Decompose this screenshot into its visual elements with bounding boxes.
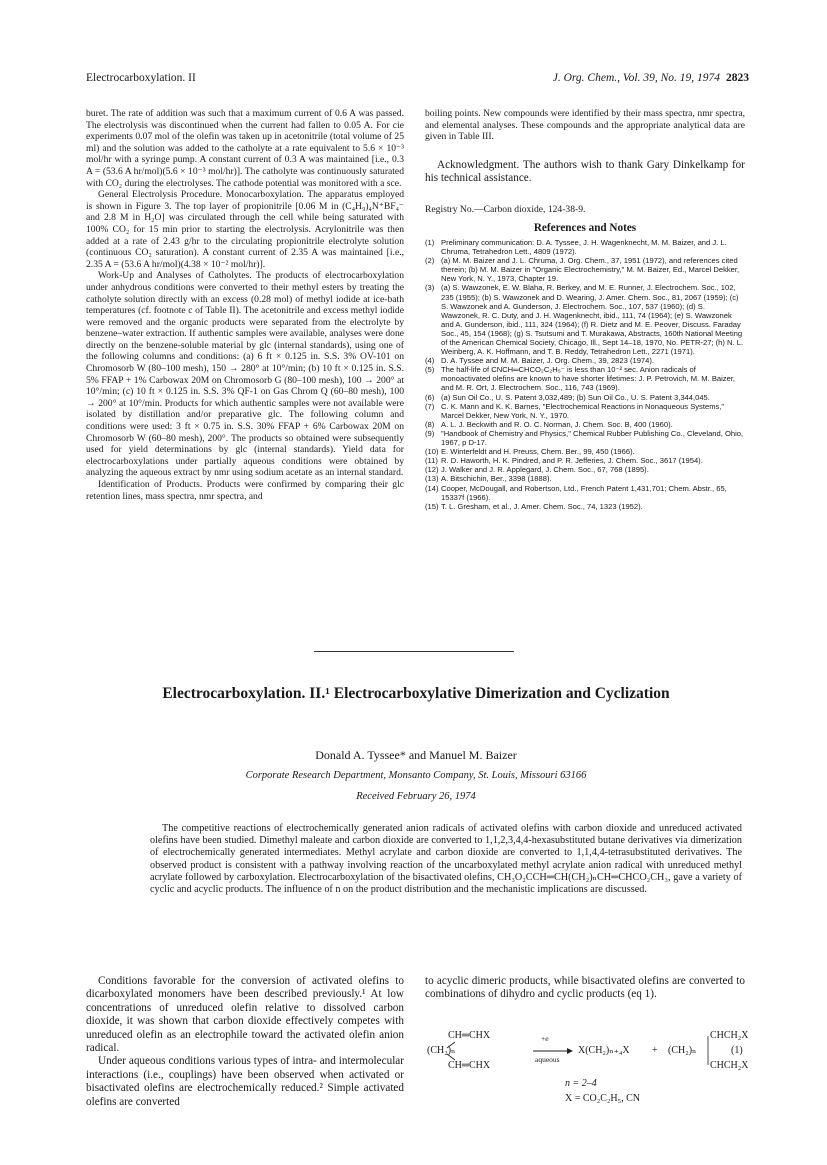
reference-number: (11) — [425, 456, 438, 466]
reference-item — [425, 402, 745, 420]
reference-item — [425, 356, 745, 365]
affiliation: Corporate Research Department, Monsanto Company, St. Louis, Missouri 63166 — [245, 770, 587, 781]
reference-item — [425, 502, 745, 511]
acknowledgment: Acknowledgment. The authors wish to thank Gary Dinkelkamp for his technical assistance. — [425, 158, 745, 185]
reference-number: (6) — [425, 392, 435, 402]
reference-text: (a) S. Wawzonek, E. W. Blaha, R. Berkey, and M. E. Runner, J. Electrochem. Soc., 102, 235 (1955); (b) S. Wawzonek and D. Wearing, J. Amer. Chem. Soc., 81, 2067 (1959); (c) S. Wawzonek and A. Gunderson, J. Electrochem. Soc., 107, 537 (1960); (d) S. Wawzonek, R. C. Duty, and J. H. Wagenknecht, ibid., 111, 74 (1964); (e) S. Wawzonek and A. Gunderson, ibid., 111, 324 (1964); (f) R. Dietz and M. E. Peover, Discuss. Faraday Soc., 45, 154 (1968); (g) S. Tsutsumi and T. Murakawa, Abstracts, 160th National Meeting of the American Chemical Society, Chicago, Ill., Sept 14–18, 1970, No. PETR-27; (h) N. L. Weinberg, A. K. Hoffmann, and T. B. Reddy, Tetrahedron Lett., 2271 (1971). — [441, 283, 744, 357]
received-date: Received February 26, 1974 — [356, 791, 476, 802]
reference-text: D. A. Tyssee and M. M. Baizer, J. Org. Chem., 39, 2823 (1974). — [441, 356, 655, 366]
eq-right-top: CHCH₂X — [710, 1030, 749, 1041]
reference-item — [425, 429, 745, 447]
reference-text: A. L. J. Beckwith and R. O. C. Norman, J. Chem. Soc. B, 400 (1960). — [441, 419, 673, 429]
journal-citation — [553, 72, 749, 84]
eq-left-top: CH═CHX — [448, 1030, 491, 1041]
reference-number: (1) — [425, 237, 435, 247]
reference-number: (14) — [425, 483, 439, 493]
right-column — [425, 108, 745, 511]
body-paragraph: Conditions favorable for the conversion of activated olefins to dicarboxylated monomers have been described previously.¹ At low concentrations of unreduced olefin relative to dissolved carbon dioxide, it was shown that carbon dioxide effectively competes with unreduced olefin as an electrophile toward the activated olefin anion radical. — [86, 975, 404, 1055]
eq-right-ring: (CH₂)ₙ — [668, 1045, 697, 1056]
reference-number: (15) — [425, 501, 439, 511]
eq-left-bottom: CH═CHX — [448, 1060, 491, 1071]
article-title: Electrocarboxylation. II.¹ Electrocarboxylative Dimerization and Cyclization — [162, 685, 670, 702]
reference-number: (8) — [425, 419, 435, 429]
eq-right-bottom: CHCH₂X — [710, 1060, 749, 1071]
reference-item — [425, 474, 745, 483]
reference-text: R. D. Haworth, H. K. Pindred, and P. R. Jefferies, J. Chem. Soc., 3617 (1954). — [441, 456, 703, 466]
reference-text: C. K. Mann and K. K. Barnes, "Electrochemical Reactions in Nonaqueous Systems," Marcel Dekker, New York, N. Y., 1970. — [441, 401, 725, 420]
method-paragraph: buret. The rate of addition was such that a maximum current of 0.6 A was passed. The electrolysis was discontinued when the current had fallen to 0.05 A. For cie experiments 0.07 mol of the olefin was taken up in acetonitrile (total volume of 25 ml) and the solution was added to the catholyte at a rate equivalent to 5.6 × 10⁻³ mol/hr with a syringe pump. A constant current of 0.3 A was maintained [i.e., 0.3 A = (53.6 A hr/mol)(5.6 × 10⁻³ mol/hr)]. The catholyte was continuously saturated with CO₂ during the electrolyses. The cathode potential was monitored with a sce. — [86, 108, 404, 189]
reference-text: E. Winterfeldt and H. Preuss, Chem. Ber., 99, 450 (1966). — [441, 447, 635, 457]
reference-number: (7) — [425, 401, 435, 411]
method-paragraph: General Electrolysis Procedure. Monocarboxylation. The apparatus employed is shown in Figure 3. The top layer of propionitrile [0.06 M in (C₄H₉)₄N⁺BF₄⁻ and 2.8 M in H₂O] was circulated through the cell while being saturated with 100% CO₂ for 15 min prior to starting the electrolysis. Acrylonitrile was then added at a rate of 2.43 g/hr to the circulating propionitrile electrolyte solution (continuous CO₂ saturation). A constant current of 2.35 A was maintained [i.e., 2.35 A = (53.6 A hr/mol)(4.38 × 10⁻² mol/hr)]. — [86, 189, 404, 270]
reference-item — [425, 365, 745, 392]
reference-item — [425, 283, 745, 356]
running-title: Electrocarboxylation. II — [86, 72, 196, 84]
method-paragraph: Identification of Products. Products were confirmed by comparing their glc retention lines, mass spectra, nmr spectra, and — [86, 479, 404, 502]
reference-item — [425, 447, 745, 456]
reference-text: (a) Sun Oil Co., U. S. Patent 3,032,489; (b) Sun Oil Co., U. S. Patent 3,344,045. — [441, 392, 710, 402]
reference-text: The half-life of CNCH═CHCO₂C₂H₅⁻ is less than 10⁻² sec. Anion radicals of monoactivated olefins are known to have shorter lifetimes: J. P. Petrovich, M. M. Baizer, and M. R. Ort, J. Electrochem. Soc., 116, 743 (1969). — [441, 365, 736, 393]
body-left-column — [86, 975, 404, 1109]
reference-text: (a) M. M. Baizer and J. L. Chruma, J. Org. Chem., 37, 1951 (1972), and references cited therein; (b) M. M. Baizer in "Organic Electrochemistry," M. M. Baizer, Ed., Marcel Dekker, New York, N. Y., 1973, Chapter 19. — [441, 256, 740, 284]
eq-arrow-label-bottom: aqueous — [535, 1055, 560, 1064]
abstract: The competitive reactions of electrochemically generated anion radicals of activated olefins with carbon dioxide and unreduced activated olefins have been studied. Dimethyl maleate and carbon dioxide are converted to 1,1,2,3,4,4-hexasubstituted butane derivatives via dimerization of electrochemically generated intermediates. Methyl acrylate and carbon dioxide are converted to 1,1,4,4-tetrasubstituted derivatives. The observed product is consistent with a pathway involving reaction of the uncarboxylated methyl acrylate anion radical with unreduced methyl acrylate followed by carboxylation. Electrocarboxylation of the bisactivated olefins, CH₃O₂CCH═CH(CH₂)ₙCH═CHCO₂CH₃, gave a variety of cyclic and acyclic products. The influence of n on the product distribution and the mechanistic implications are discussed. — [150, 823, 742, 896]
reference-item — [425, 484, 745, 502]
eq-arrow-label-top: +e — [541, 1034, 549, 1043]
reference-number: (2) — [425, 256, 435, 266]
method-paragraph: Work-Up and Analyses of Catholytes. The products of electrocarboxylation under anhydrous conditions were converted to their methyl esters by treating the catholyte solution directly with an excess (0.28 mol) of methyl iodide at ice-bath temperatures (cf. footnote c of Table II). The acetonitrile and excess methyl iodide were removed and the organic products were separated from the electrolyte by benzene–water extraction. If authentic samples were available, analyses were done directly on the benzene-soluble material by glc (internal standards), using one of the following columns and conditions: (a) 6 ft × 0.125 in. S.S. 3% OV-101 on Chromosorb W (80–100 mesh), 150 → 280° at 10°/min; (b) 10 ft × 0.125 in. S.S. 5% FFAP + 1% Carbowax 20M on Chromosorb G (80–100 mesh), 100 → 200° at 10°/min; (c) 10 ft × 0.125 in. S.S. 3% QF-1 on Gas Chrom Q (60–80 mesh), 100 → 200° at 10°/min. Products for which authentic samples were not available were isolated by distillation and/or preparative glc. The following column and conditions were used: 3 ft × 0.75 in. S.S. 30% FFAP + 6% Carbowax 20M on Chromosorb W (60–80 mesh), 200°. The products so obtained were subsequently used for yield determinations by glc (internal standards). Yield data for electrocarboxylations under partially aqueous conditions were obtained by analyzing the aqueous extract by nmr using sodium acetate as an internal standard. — [86, 270, 404, 479]
body-right-column: to acyclic dimeric products, while bisactivated olefins are converted to combinations of dihydro and cyclic products (eq 1). — [425, 975, 745, 1001]
authors: Donald A. Tyssee* and Manuel M. Baizer — [315, 748, 517, 762]
reference-item — [425, 420, 745, 429]
continuation-paragraph: boiling points. New compounds were identified by their mass spectra, nmr spectra, and elemental analyses. These compounds and the appropriate analytical data are given in Table III. — [425, 108, 745, 143]
reference-item — [425, 465, 745, 474]
registry-number: Registry No.—Carbon dioxide, 124-38-9. — [425, 203, 586, 215]
reference-item — [425, 456, 745, 465]
page-number: 2823 — [726, 72, 749, 84]
eq-n-range: n = 2–4 — [565, 1078, 597, 1089]
reference-number: (3) — [425, 283, 435, 293]
eq-plus: + — [652, 1045, 658, 1056]
section-divider — [314, 651, 514, 652]
reference-number: (9) — [425, 428, 435, 438]
reference-text: T. L. Gresham, et al., J. Amer. Chem. Soc., 74, 1323 (1952). — [441, 501, 643, 511]
reference-text: Cooper, McDougall, and Robertson, Ltd., French Patent 1,431,701; Chem. Abstr., 65, 15337f (1966). — [441, 483, 727, 502]
reference-item — [425, 238, 745, 256]
body-paragraph: Under aqueous conditions various types of intra- and intermolecular interactions (i.e., couplings) have been observed when activated or bisactivated olefins are electrochemically reduced.² Simple activated olefins are converted — [86, 1055, 404, 1108]
reference-number: (13) — [425, 474, 439, 484]
reference-number: (10) — [425, 447, 439, 457]
eq-left-ring: (CH₂)ₙ — [427, 1045, 456, 1056]
reference-text: A. Bitschichin, Ber., 3398 (1888). — [441, 474, 552, 484]
left-column — [86, 108, 404, 502]
equation-1 — [425, 1020, 749, 1140]
eq-number: (1) — [731, 1045, 743, 1056]
reference-item — [425, 393, 745, 402]
eq-x-definition: X = CO₂C₂H₅, CN — [565, 1093, 640, 1104]
reference-text: Preliminary communication: D. A. Tyssee, J. H. Wagenknecht, M. M. Baizer, and J. L. Chruma, Tetrahedron Lett., 4809 (1972). — [441, 237, 727, 257]
reference-text: "Handbook of Chemistry and Physics," Chemical Rubber Publishing Co., Cleveland, Ohio, 1967, p D-17. — [441, 428, 744, 448]
reference-number: (4) — [425, 356, 435, 366]
reference-item — [425, 256, 745, 283]
reference-text: J. Walker and J. R. Applegard, J. Chem. Soc., 67, 768 (1895). — [441, 465, 649, 475]
eq-product-1: X(CH₂)ₙ₊₄X — [578, 1045, 630, 1056]
journal-name: J. Org. Chem., Vol. 39, No. 19, 1974 — [552, 72, 720, 84]
reference-number: (5) — [425, 365, 435, 375]
references-heading: References and Notes — [533, 222, 637, 235]
references-list — [425, 238, 745, 511]
reference-number: (12) — [425, 465, 439, 475]
